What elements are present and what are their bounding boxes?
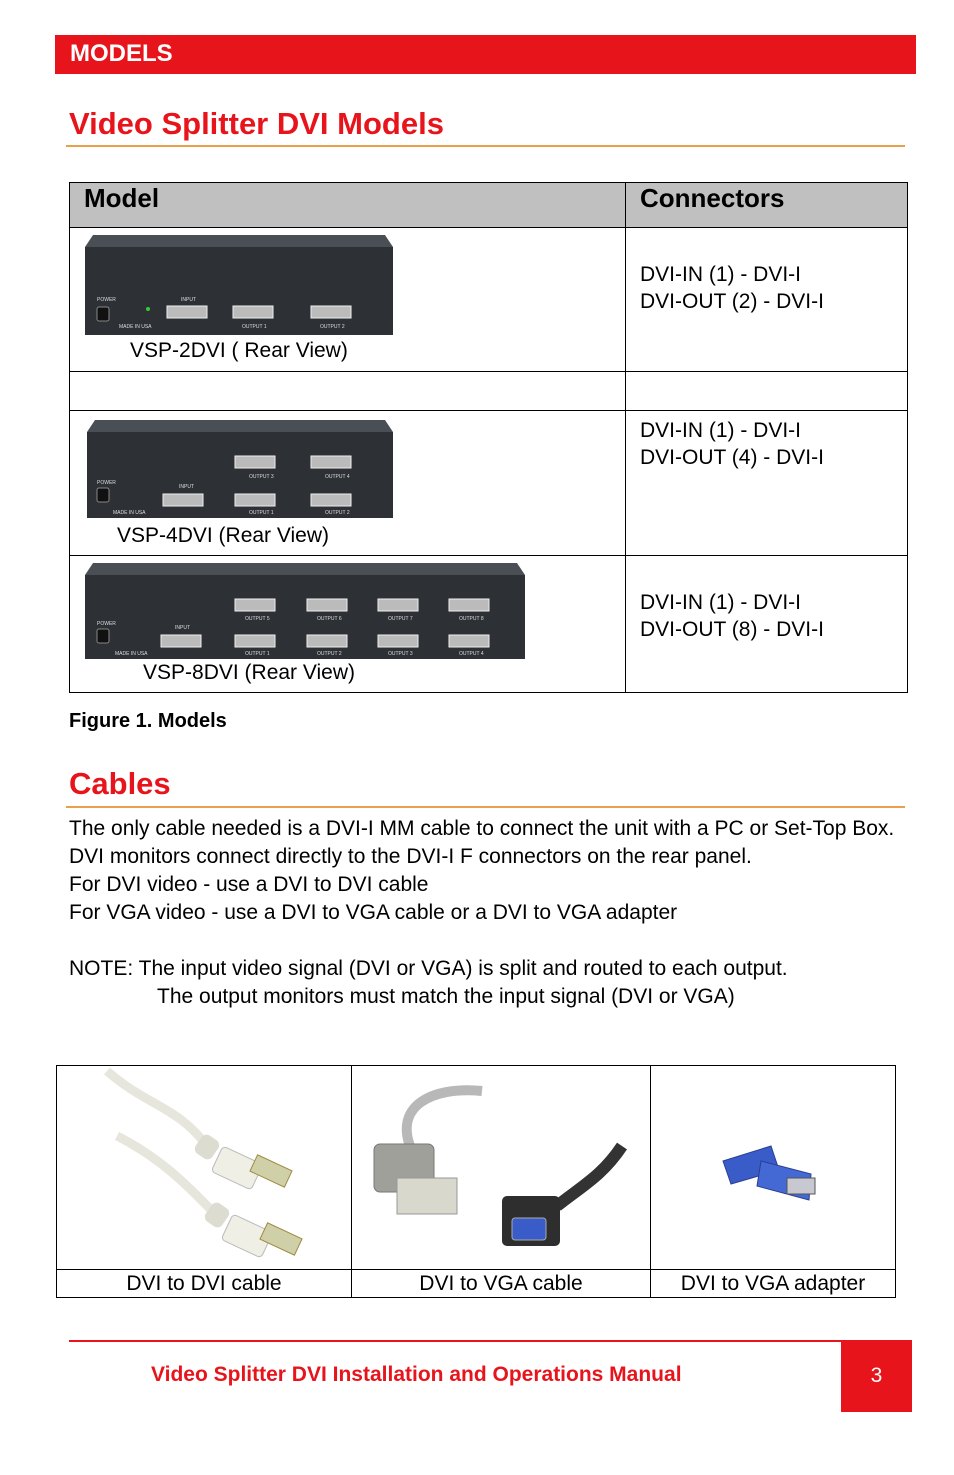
power-label: POWER [97,480,116,486]
vsp-8dvi-rear-image [85,563,525,659]
output-label: OUTPUT 5 [245,616,270,622]
body-paragraph: For DVI video - use a DVI to DVI cable [69,873,429,896]
connector-line: DVI-IN (1) - DVI-I [640,591,801,614]
output-label: OUTPUT 1 [245,651,270,657]
note-line: NOTE: The input video signal (DVI or VGA) is split and routed to each output. [69,957,788,980]
output-label: OUTPUT 7 [388,616,413,622]
title-rule [66,145,905,147]
cables-rule [66,806,905,808]
connectors-cell [626,411,908,556]
header-connectors: Connectors [626,183,908,228]
made-in-label: MADE IN USA [115,651,148,657]
footer-title: Video Splitter DVI Installation and Operations Manual [151,1363,682,1386]
made-in-label: MADE IN USA [119,324,152,330]
output-label: OUTPUT 2 [317,651,342,657]
vsp-4dvi-rear-image [87,420,393,518]
dvi-to-dvi-cable-image [57,1066,351,1264]
connectors-cell [626,228,908,372]
cable-label: DVI to DVI cable [57,1270,352,1298]
body-paragraph: The only cable needed is a DVI-I MM cable to connect the unit with a PC or Set-Top Box. DVI monitors connect directly to the DVI-I F connectors on the rear panel. [69,817,895,868]
cable-label: DVI to VGA cable [352,1270,651,1298]
vsp-2dvi-rear-image [85,235,393,335]
made-in-label: MADE IN USA [113,510,146,516]
output-label: OUTPUT 6 [317,616,342,622]
model-caption: VSP-2DVI ( Rear View) [130,339,348,362]
cables-heading: Cables [69,766,171,801]
cables-image-row [57,1066,896,1270]
empty-cell [626,372,908,411]
dvi-dvi-cable-image-cell [57,1066,352,1270]
output-label: OUTPUT 1 [242,324,267,330]
dvi-vga-cable-image-cell [352,1066,651,1270]
note-line: The output monitors must match the input signal (DVI or VGA) [157,985,735,1008]
output-label: OUTPUT 4 [325,474,350,480]
header-model: Model [70,183,626,228]
page-number: 3 [841,1340,912,1412]
model-caption: VSP-8DVI (Rear View) [143,661,356,684]
connector-line: DVI-IN (1) - DVI-I [640,419,801,442]
footer-rule [69,1340,912,1342]
output-label: OUTPUT 2 [325,510,350,516]
section-banner [55,35,916,74]
connector-line: DVI-OUT (8) - DVI-I [640,618,824,641]
output-label: OUTPUT 3 [249,474,274,480]
dvi-vga-adapter-image-cell [651,1066,896,1270]
body-paragraph: For VGA video - use a DVI to VGA cable or a DVI to VGA adapter [69,901,678,924]
input-label: INPUT [179,484,194,490]
power-label: POWER [97,297,116,303]
dvi-to-vga-adapter-image [651,1066,895,1264]
power-label: POWER [97,621,116,627]
cables-table [56,1065,896,1298]
empty-cell [70,372,626,411]
connector-line: DVI-OUT (4) - DVI-I [640,446,824,469]
figure-caption: Figure 1. Models [69,710,227,732]
table-row-empty [70,372,908,411]
models-table-header [70,183,908,228]
output-label: OUTPUT 3 [388,651,413,657]
model-caption: VSP-4DVI (Rear View) [117,524,330,547]
cable-label: DVI to VGA adapter [651,1270,896,1298]
output-label: OUTPUT 2 [320,324,345,330]
dvi-to-vga-cable-image [352,1066,650,1264]
connector-line: DVI-IN (1) - DVI-I [640,263,801,286]
section-banner-label: MODELS [70,40,173,67]
input-label: INPUT [175,625,190,631]
connector-line: DVI-OUT (2) - DVI-I [640,290,824,313]
page-title: Video Splitter DVI Models [69,106,444,141]
connectors-cell [626,556,908,693]
cables-body [69,815,919,1011]
output-label: OUTPUT 4 [459,651,484,657]
output-label: OUTPUT 1 [249,510,274,516]
cables-label-row [57,1270,896,1298]
output-label: OUTPUT 8 [459,616,484,622]
input-label: INPUT [181,297,196,303]
